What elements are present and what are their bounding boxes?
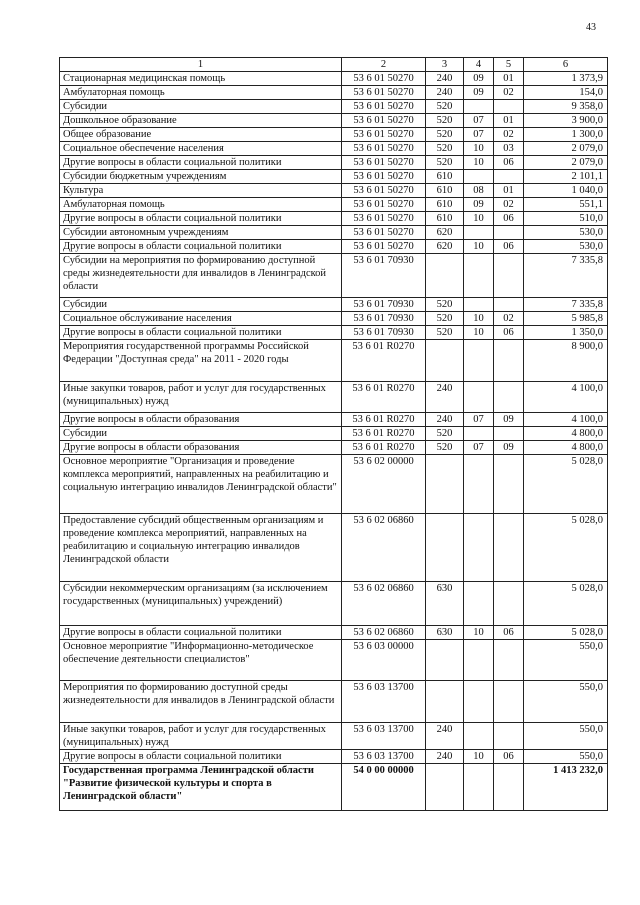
table-row [60,441,608,455]
cell-code: 53 6 01 50270 [342,114,426,128]
cell-code: 53 6 01 50270 [342,170,426,184]
cell-sum: 3 900,0 [524,114,608,128]
cell-code: 53 6 01 50270 [342,212,426,226]
cell-c4: 08 [464,184,494,198]
cell-sum: 154,0 [524,86,608,100]
table-row [60,382,608,413]
cell-c4: 07 [464,128,494,142]
cell-name: Субсидии на мероприятия по формированию доступной среды жизнедеятельности для инвалидов в Ленинградской области [60,254,342,298]
cell-c3: 630 [426,626,464,640]
header-cell: 2 [342,58,426,72]
cell-c5 [494,298,524,312]
cell-c3: 520 [426,441,464,455]
cell-name: Государственная программа Ленинградской области "Развитие физической культуры и спорта в Ленинградской области" [60,764,342,811]
cell-c4: 10 [464,212,494,226]
cell-code: 53 6 01 50270 [342,156,426,170]
cell-code: 53 6 01 50270 [342,142,426,156]
cell-code: 53 6 03 13700 [342,750,426,764]
cell-name: Другие вопросы в области образования [60,441,342,455]
table-row [60,298,608,312]
cell-sum: 2 079,0 [524,156,608,170]
cell-sum: 1 373,9 [524,72,608,86]
cell-code: 53 6 01 50270 [342,226,426,240]
cell-c4 [464,226,494,240]
cell-c5: 02 [494,86,524,100]
cell-c4: 10 [464,312,494,326]
cell-sum: 550,0 [524,640,608,681]
table-row [60,681,608,723]
table-row [60,514,608,582]
cell-sum: 7 335,8 [524,298,608,312]
table-row [60,413,608,427]
table-row [60,86,608,100]
cell-c5: 01 [494,184,524,198]
header-row [60,58,608,72]
table-row [60,455,608,514]
cell-c5: 06 [494,240,524,254]
table-row [60,170,608,184]
table-row [60,100,608,114]
cell-name: Основное мероприятие "Организация и проведение комплекса мероприятий, направленных на реабилитацию и социальную интеграцию инвалидов Ленинградской области" [60,455,342,514]
cell-c5: 06 [494,750,524,764]
cell-c4 [464,340,494,382]
cell-code: 53 6 01 70930 [342,312,426,326]
cell-c3: 520 [426,128,464,142]
table-row [60,340,608,382]
cell-sum: 4 100,0 [524,413,608,427]
cell-code: 53 6 01 50270 [342,100,426,114]
cell-code: 53 6 02 06860 [342,582,426,626]
cell-sum: 4 800,0 [524,441,608,455]
cell-name: Другие вопросы в области социальной политики [60,212,342,226]
cell-c4 [464,254,494,298]
header-cell: 4 [464,58,494,72]
cell-sum: 5 028,0 [524,455,608,514]
table-row [60,114,608,128]
cell-sum: 2 101,1 [524,170,608,184]
cell-code: 53 6 02 00000 [342,455,426,514]
table-row [60,427,608,441]
cell-sum: 7 335,8 [524,254,608,298]
cell-c5 [494,455,524,514]
cell-c3 [426,681,464,723]
cell-c3: 240 [426,413,464,427]
header-cell: 5 [494,58,524,72]
cell-name: Субсидии [60,100,342,114]
cell-sum: 530,0 [524,240,608,254]
cell-c5 [494,226,524,240]
table-row [60,640,608,681]
cell-c5: 01 [494,72,524,86]
cell-c4 [464,100,494,114]
budget-table [59,57,608,811]
cell-code: 53 6 01 50270 [342,198,426,212]
cell-sum: 550,0 [524,723,608,750]
table-row [60,723,608,750]
cell-c3: 620 [426,240,464,254]
cell-c3: 520 [426,156,464,170]
table-row [60,582,608,626]
table-row [60,240,608,254]
cell-c4: 10 [464,156,494,170]
cell-c3: 610 [426,170,464,184]
cell-c3 [426,514,464,582]
cell-c4 [464,764,494,811]
cell-sum: 1 413 232,0 [524,764,608,811]
cell-code: 53 6 01 R0270 [342,382,426,413]
cell-c4: 10 [464,326,494,340]
header-cell: 1 [60,58,342,72]
cell-c3: 520 [426,326,464,340]
cell-c5: 06 [494,326,524,340]
cell-c3: 520 [426,427,464,441]
cell-name: Субсидии [60,427,342,441]
cell-c5 [494,582,524,626]
cell-c5 [494,382,524,413]
table-row [60,128,608,142]
cell-name: Социальное обеспечение населения [60,142,342,156]
cell-c4: 10 [464,626,494,640]
cell-c4: 10 [464,240,494,254]
table-row [60,750,608,764]
cell-c5 [494,681,524,723]
table-row [60,626,608,640]
cell-code: 53 6 01 70930 [342,326,426,340]
table-row [60,312,608,326]
cell-sum: 550,0 [524,750,608,764]
cell-name: Социальное обслуживание населения [60,312,342,326]
cell-c5: 06 [494,626,524,640]
header-cell: 3 [426,58,464,72]
cell-c5: 02 [494,198,524,212]
cell-code: 53 6 01 70930 [342,298,426,312]
cell-c3: 240 [426,86,464,100]
cell-name: Другие вопросы в области социальной политики [60,750,342,764]
cell-code: 53 6 01 R0270 [342,413,426,427]
cell-c3 [426,455,464,514]
cell-c4 [464,170,494,184]
cell-sum: 5 028,0 [524,514,608,582]
cell-c3 [426,764,464,811]
cell-name: Субсидии [60,298,342,312]
cell-name: Другие вопросы в области социальной политики [60,240,342,254]
cell-c5 [494,170,524,184]
cell-c5: 02 [494,128,524,142]
cell-sum: 1 350,0 [524,326,608,340]
cell-c4 [464,427,494,441]
table-row [60,142,608,156]
table-row [60,212,608,226]
cell-name: Другие вопросы в области социальной политики [60,626,342,640]
cell-sum: 1 040,0 [524,184,608,198]
cell-c3: 610 [426,184,464,198]
cell-c3: 520 [426,100,464,114]
cell-c5: 02 [494,312,524,326]
cell-c5: 09 [494,413,524,427]
cell-code: 53 6 01 50270 [342,184,426,198]
cell-c4: 09 [464,86,494,100]
header-cell: 6 [524,58,608,72]
cell-c5 [494,640,524,681]
cell-c5: 01 [494,114,524,128]
cell-name: Другие вопросы в области социальной политики [60,156,342,170]
cell-c5 [494,764,524,811]
cell-c4: 09 [464,72,494,86]
cell-c5 [494,723,524,750]
cell-sum: 5 028,0 [524,582,608,626]
cell-code: 53 6 01 50270 [342,86,426,100]
cell-name: Субсидии бюджетным учреждениям [60,170,342,184]
cell-sum: 1 300,0 [524,128,608,142]
cell-c5: 03 [494,142,524,156]
table-row [60,198,608,212]
cell-c3: 610 [426,198,464,212]
cell-code: 53 6 03 13700 [342,681,426,723]
cell-code: 54 0 00 00000 [342,764,426,811]
cell-name: Иные закупки товаров, работ и услуг для государственных (муниципальных) нужд [60,723,342,750]
cell-sum: 4 800,0 [524,427,608,441]
cell-name: Предоставление субсидий общественным организациям и проведение комплекса мероприятий, направленных на реабилитацию и социальную интеграцию инвалидов Ленинградской области [60,514,342,582]
cell-name: Общее образование [60,128,342,142]
cell-c5: 06 [494,156,524,170]
cell-c3: 520 [426,312,464,326]
table-row [60,764,608,811]
cell-c4 [464,298,494,312]
cell-name: Иные закупки товаров, работ и услуг для государственных (муниципальных) нужд [60,382,342,413]
cell-name: Другие вопросы в области социальной политики [60,326,342,340]
table-row [60,156,608,170]
cell-c3 [426,254,464,298]
cell-sum: 550,0 [524,681,608,723]
table-row [60,254,608,298]
cell-sum: 8 900,0 [524,340,608,382]
table-row [60,226,608,240]
cell-c5 [494,100,524,114]
cell-c3: 520 [426,114,464,128]
cell-c3 [426,340,464,382]
table-row [60,326,608,340]
cell-code: 53 6 03 00000 [342,640,426,681]
cell-c5 [494,254,524,298]
cell-sum: 5 985,8 [524,312,608,326]
cell-c3: 610 [426,212,464,226]
cell-c5: 09 [494,441,524,455]
cell-c5 [494,514,524,582]
cell-code: 53 6 01 50270 [342,128,426,142]
cell-c3: 520 [426,298,464,312]
cell-sum: 9 358,0 [524,100,608,114]
cell-c4 [464,455,494,514]
cell-sum: 530,0 [524,226,608,240]
cell-c3: 240 [426,382,464,413]
cell-code: 53 6 01 R0270 [342,340,426,382]
cell-c4: 10 [464,750,494,764]
cell-name: Субсидии некоммерческим организациям (за исключением государственных (муниципальных) учреждений) [60,582,342,626]
cell-c3: 240 [426,750,464,764]
cell-sum: 2 079,0 [524,142,608,156]
cell-c4 [464,582,494,626]
cell-c4: 07 [464,441,494,455]
cell-name: Амбулаторная помощь [60,198,342,212]
table-row [60,184,608,198]
cell-name: Дошкольное образование [60,114,342,128]
cell-name: Амбулаторная помощь [60,86,342,100]
cell-c5 [494,340,524,382]
cell-c3: 240 [426,72,464,86]
cell-name: Другие вопросы в области образования [60,413,342,427]
cell-c4: 09 [464,198,494,212]
cell-c4 [464,514,494,582]
cell-name: Культура [60,184,342,198]
cell-name: Мероприятия государственной программы Российской Федерации "Доступная среда" на 2011 - 2020 годы [60,340,342,382]
cell-code: 53 6 01 R0270 [342,427,426,441]
cell-c4 [464,723,494,750]
table-row [60,72,608,86]
cell-c5: 06 [494,212,524,226]
cell-code: 53 6 01 50270 [342,72,426,86]
cell-c3: 620 [426,226,464,240]
cell-sum: 551,1 [524,198,608,212]
cell-c4: 07 [464,114,494,128]
page-number: 43 [586,22,596,33]
cell-sum: 5 028,0 [524,626,608,640]
cell-c4 [464,640,494,681]
cell-name: Основное мероприятие "Информационно-методическое обеспечение деятельности специалистов" [60,640,342,681]
cell-code: 53 6 02 06860 [342,626,426,640]
cell-code: 53 6 02 06860 [342,514,426,582]
cell-c3 [426,640,464,681]
cell-sum: 510,0 [524,212,608,226]
cell-c5 [494,427,524,441]
cell-code: 53 6 03 13700 [342,723,426,750]
cell-name: Субсидии автономным учреждениям [60,226,342,240]
cell-c3: 240 [426,723,464,750]
cell-c3: 630 [426,582,464,626]
cell-name: Стационарная медицинская помощь [60,72,342,86]
cell-name: Мероприятия по формированию доступной среды жизнедеятельности для инвалидов в Ленинградской области [60,681,342,723]
cell-sum: 4 100,0 [524,382,608,413]
cell-code: 53 6 01 70930 [342,254,426,298]
cell-c4 [464,382,494,413]
cell-c4 [464,681,494,723]
cell-c4: 07 [464,413,494,427]
cell-code: 53 6 01 R0270 [342,441,426,455]
cell-code: 53 6 01 50270 [342,240,426,254]
cell-c3: 520 [426,142,464,156]
cell-c4: 10 [464,142,494,156]
